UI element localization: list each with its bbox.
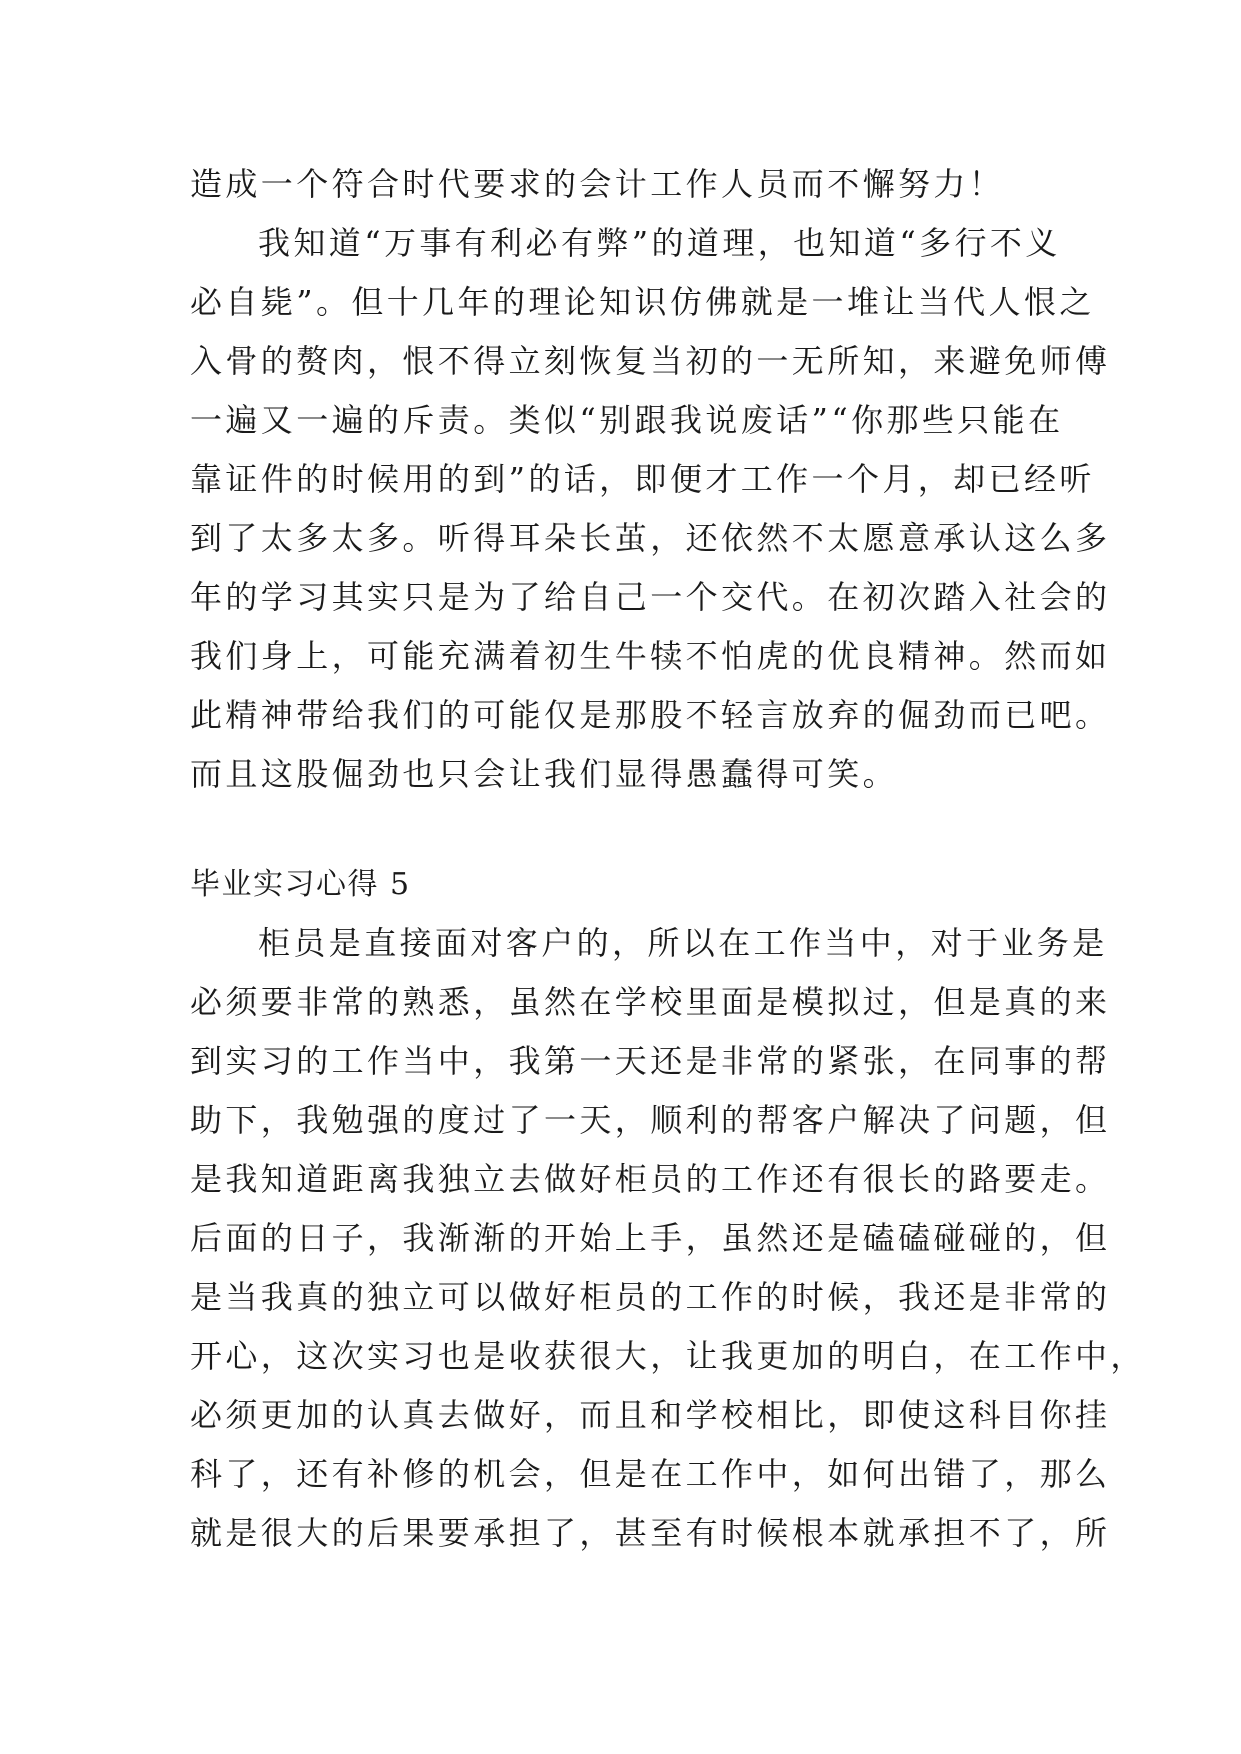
paragraph-line: 到实习的工作当中，我第一天还是非常的紧张，在同事的帮: [190, 1042, 1111, 1080]
paragraph-line: 而且这股倔劲也只会让我们显得愚蠢得可笑。: [190, 755, 899, 793]
paragraph-line: 年的学习其实只是为了给自己一个交代。在初次踏入社会的: [190, 578, 1111, 616]
section-heading: 毕业实习心得 5: [190, 867, 411, 902]
paragraph-line: 到了太多太多。听得耳朵长茧，还依然不太愿意承认这么多: [190, 519, 1111, 557]
paragraph-line: 后面的日子，我渐渐的开始上手，虽然还是磕磕碰碰的，但: [190, 1219, 1111, 1257]
paragraph-line: 一遍又一遍的斥责。类似“别跟我说废话”“你那些只能在: [190, 401, 1064, 439]
paragraph-line: 必须要非常的熟悉，虽然在学校里面是模拟过，但是真的来: [190, 983, 1111, 1021]
paragraph-line: 科了，还有补修的机会，但是在工作中，如何出错了，那么: [190, 1455, 1111, 1493]
paragraph-line: 靠证件的时候用的到”的话，即便才工作一个月，却已经听: [190, 460, 1095, 498]
paragraph-line: 必须更加的认真去做好，而且和学校相比，即使这科目你挂: [190, 1396, 1111, 1434]
paragraph-line: 我们身上，可能充满着初生牛犊不怕虎的优良精神。然而如: [190, 637, 1111, 675]
paragraph-line: 柜员是直接面对客户的，所以在工作当中，对于业务是: [258, 924, 1108, 962]
paragraph-line: 必自毙”。但十几年的理论知识仿佛就是一堆让当代人恨之: [190, 283, 1095, 321]
paragraph-line: 此精神带给我们的可能仅是那股不轻言放弃的倔劲而已吧。: [190, 696, 1111, 734]
paragraph-line: 助下，我勉强的度过了一天，顺利的帮客户解决了问题，但: [190, 1101, 1111, 1139]
paragraph-line: 造成一个符合时代要求的会计工作人员而不懈努力！: [190, 165, 1005, 203]
previous-section-text: [190, 155, 1111, 804]
paragraph-line: 开心，这次实习也是收获很大，让我更加的明白，在工作中，: [190, 1337, 1146, 1375]
paragraph-line: 入骨的赘肉，恨不得立刻恢复当初的一无所知，来避免师傅: [190, 342, 1111, 380]
paragraph-line: 是我知道距离我独立去做好柜员的工作还有很长的路要走。: [190, 1160, 1111, 1198]
paragraph-line: 我知道“万事有利必有弊”的道理，也知道“多行不义: [258, 224, 1061, 262]
paragraph-line: 就是很大的后果要承担了，甚至有时候根本就承担不了，所: [190, 1514, 1111, 1552]
paragraph-line: 是当我真的独立可以做好柜员的工作的时候，我还是非常的: [190, 1278, 1111, 1316]
section-5-text: [190, 914, 1146, 1563]
